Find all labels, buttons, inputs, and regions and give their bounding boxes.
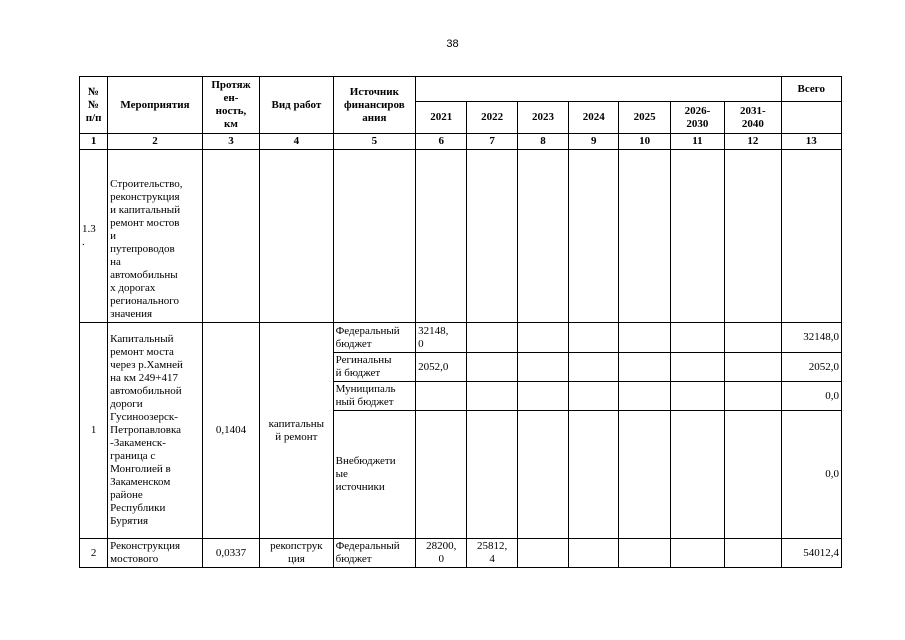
value-2021 — [416, 382, 467, 411]
header-total-empty — [781, 102, 841, 134]
value-total: 2052,0 — [781, 353, 841, 382]
header-length: Протяж ен- ность, км — [202, 77, 259, 134]
item1-number: 1 — [80, 323, 108, 539]
header-year: 2021 — [416, 102, 467, 134]
funding-source: Регинальны й бюджет — [333, 353, 416, 382]
column-number: 5 — [333, 134, 416, 150]
section-row — [80, 150, 842, 323]
header-work-type: Вид работ — [260, 77, 333, 134]
value-2021: 32148, 0 — [416, 323, 467, 353]
header-year: 2031- 2040 — [725, 102, 781, 134]
item1-name: Капитальный ремонт моста через р.Хамней на км 249+417 автомобильной дороги Гусиноозерск- Петропавловка -Закаменск- граница с Монголией в Закаменском районе Республики Бурятия — [108, 323, 203, 539]
item2-name: Реконструкция мостового — [108, 539, 203, 568]
header-year: 2024 — [569, 102, 619, 134]
item1-row-federal — [80, 323, 842, 353]
item1-length: 0,1404 — [202, 323, 259, 539]
item1-work-type: капитальны й ремонт — [260, 323, 333, 539]
item2-length: 0,0337 — [202, 539, 259, 568]
item2-row-federal — [80, 539, 842, 568]
column-number: 2 — [108, 134, 203, 150]
header-year: 2023 — [517, 102, 568, 134]
header-row — [80, 77, 842, 102]
column-number: 1 — [80, 134, 108, 150]
value-2022: 25812, 4 — [467, 539, 517, 568]
header-num: № № п/п — [80, 77, 108, 134]
value-total: 32148,0 — [781, 323, 841, 353]
value-2021: 2052,0 — [416, 353, 467, 382]
column-numbers-row — [80, 134, 842, 150]
header-years-group — [416, 77, 781, 102]
value-2021: 28200, 0 — [416, 539, 467, 568]
item2-number: 2 — [80, 539, 108, 568]
value-total: 54012,4 — [781, 539, 841, 568]
column-number: 3 — [202, 134, 259, 150]
header-total: Всего — [781, 77, 841, 102]
funding-source: Внебюджети ые источники — [333, 411, 416, 539]
value-total: 0,0 — [781, 382, 841, 411]
column-number: 10 — [619, 134, 670, 150]
funding-source: Федеральный бюджет — [333, 539, 416, 568]
column-number: 12 — [725, 134, 781, 150]
header-year: 2026- 2030 — [670, 102, 724, 134]
column-number: 11 — [670, 134, 724, 150]
funding-source: Федеральный бюджет — [333, 323, 416, 353]
header-year: 2025 — [619, 102, 670, 134]
column-number: 6 — [416, 134, 467, 150]
column-number: 7 — [467, 134, 517, 150]
header-year: 2022 — [467, 102, 517, 134]
financing-table — [79, 76, 842, 568]
header-funding-source: Источник финансиров ания — [333, 77, 416, 134]
column-number: 9 — [569, 134, 619, 150]
page-number: 38 — [446, 38, 459, 50]
column-number: 8 — [517, 134, 568, 150]
funding-source: Муниципаль ный бюджет — [333, 382, 416, 411]
column-number: 13 — [781, 134, 841, 150]
value-2021 — [416, 411, 467, 539]
header-measures: Мероприятия — [108, 77, 203, 134]
column-number: 4 — [260, 134, 333, 150]
section-title: Строительство, реконструкция и капитальный ремонт мостов и путепроводов на автомобильны х дорогах регионального значения — [108, 150, 203, 323]
section-number: 1.3 . — [80, 150, 108, 323]
value-total: 0,0 — [781, 411, 841, 539]
item2-work-type: рекопструк ция — [260, 539, 333, 568]
